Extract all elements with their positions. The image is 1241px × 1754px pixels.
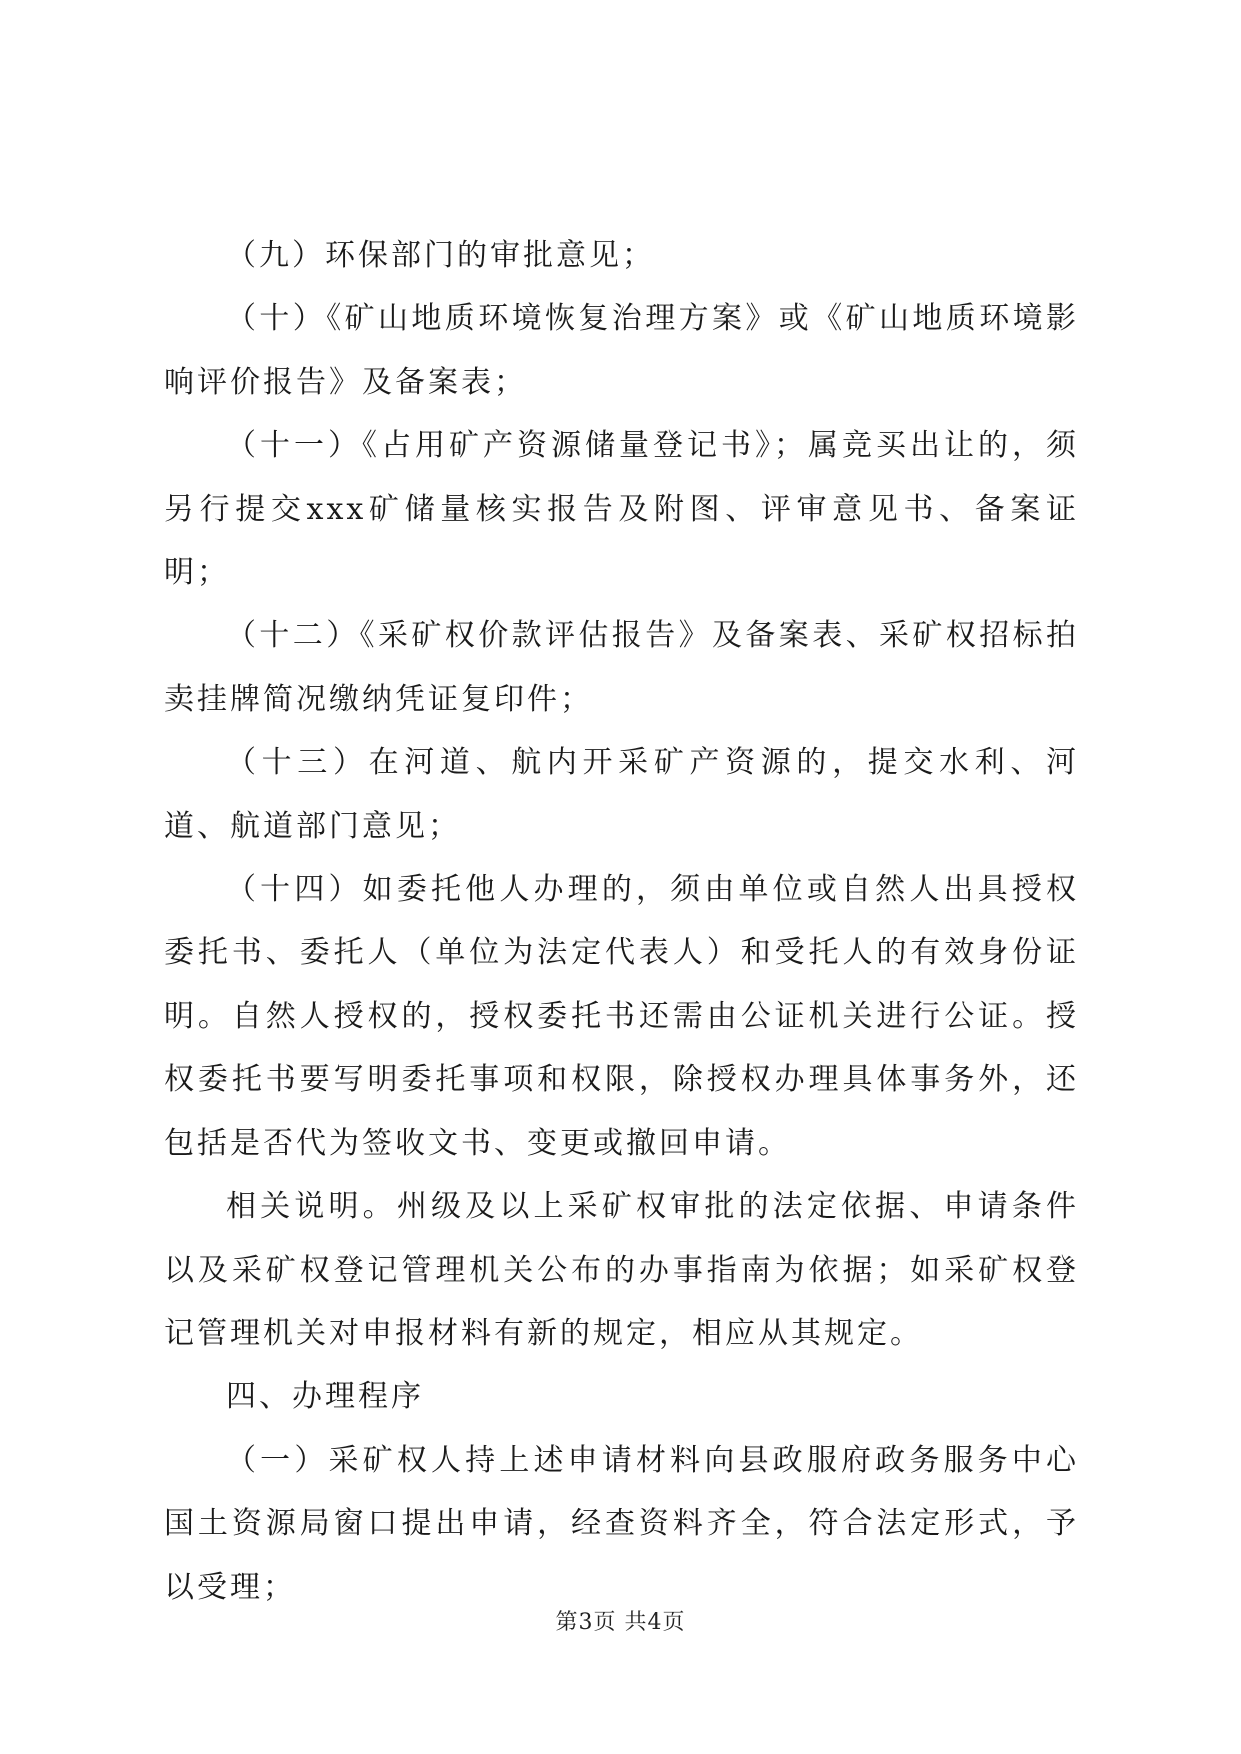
page-number-footer: 第3页 共4页 (555, 1610, 686, 1635)
paragraph-procedure-1: （一）采矿权人持上述申请材料向县政服府政务服务中心国土资源局窗口提出申请，经查资料齐全，符合法定形式，予以受理； (164, 1442, 1079, 1605)
paragraph-related-notes: 相关说明。州级及以上采矿权审批的法定依据、申请条件以及采矿权登记管理机关公布的办事指南为依据；如采矿权登记管理机关对申报材料有新的规定，相应从其规定。 (164, 1189, 1079, 1351)
paragraph-item-12: （十二）《采矿权价款评估报告》及备案表、采矿权招标拍卖挂牌简况缴纳凭证复印件； (164, 618, 1079, 717)
paragraph-item-11: （十一）《占用矿产资源储量登记书》；属竞买出让的，须另行提交xxx矿储量核实报告及附图、评审意见书、备案证明； (164, 428, 1079, 591)
paragraph-item-10: （十）《矿山地质环境恢复治理方案》或《矿山地质环境影响评价报告》及备案表； (164, 301, 1079, 400)
paragraph-item-14: （十四）如委托他人办理的，须由单位或自然人出具授权委托书、委托人（单位为法定代表人）和受托人的有效身份证明。自然人授权的，授权委托书还需由公证机关进行公证。授权委托书要写明委托事项和权限，除授权办理具体事务外，还包括是否代为签收文书、变更或撤回申请。 (164, 872, 1079, 1161)
section-heading-procedure: 四、办理程序 (226, 1379, 424, 1415)
document-body (164, 224, 1079, 1619)
paragraph-item-9: （九）环保部门的审批意见； (226, 238, 655, 273)
paragraph-item-13: （十三）在河道、航内开采矿产资源的，提交水利、河道、航道部门意见； (164, 745, 1079, 844)
